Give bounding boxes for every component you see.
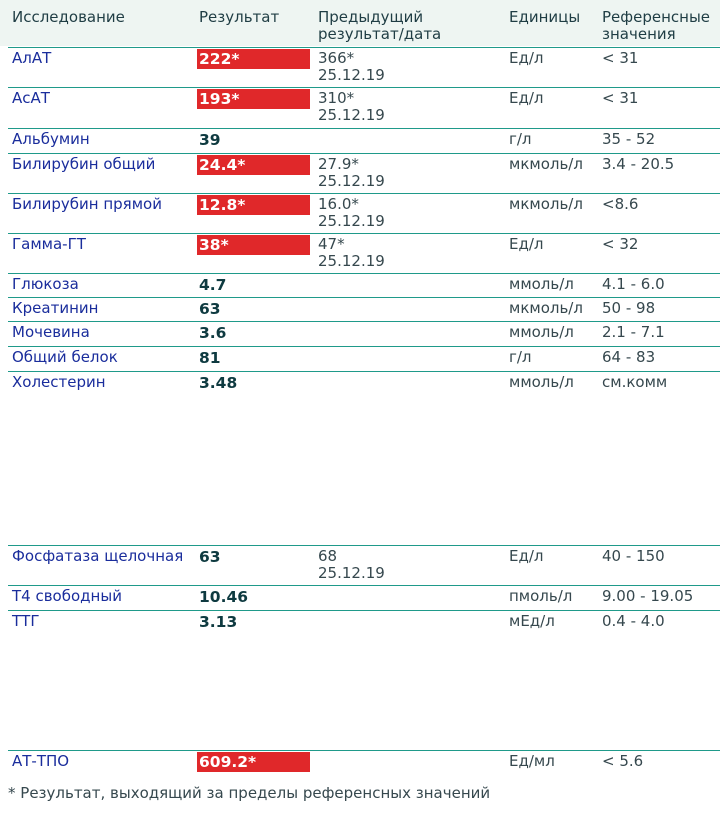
reference-range: < 31 <box>602 49 639 67</box>
reference-range: 40 - 150 <box>602 547 665 565</box>
table-row <box>8 153 720 190</box>
units: мкмоль/л <box>509 299 583 317</box>
header-units: Единицы <box>509 8 581 26</box>
result-value: 222* <box>197 49 310 69</box>
units: пмоль/л <box>509 587 573 605</box>
header-reference: Референсные значения <box>602 8 711 43</box>
reference-range: 9.00 - 19.05 <box>602 587 694 605</box>
units: Ед/л <box>509 89 544 107</box>
table-row <box>8 545 720 582</box>
table-row <box>8 346 720 367</box>
footnote: * Результат, выходящий за пределы референсных значений <box>8 784 491 802</box>
result-value: 193* <box>197 89 310 109</box>
reference-range: 35 - 52 <box>602 130 656 148</box>
test-name: Билирубин общий <box>12 155 156 173</box>
table-row <box>8 371 720 392</box>
previous-result: 47* 25.12.19 <box>318 235 385 270</box>
header-result: Результат <box>199 8 280 26</box>
table-row <box>8 297 720 318</box>
table-row <box>8 750 720 771</box>
result-value: 609.2* <box>197 752 310 772</box>
table-row <box>8 128 720 149</box>
result-value: 10.46 <box>199 588 249 606</box>
test-name: Мочевина <box>12 323 90 341</box>
table-row <box>8 193 720 230</box>
table-row <box>8 233 720 270</box>
reference-range: < 5.6 <box>602 752 644 770</box>
units: Ед/л <box>509 547 544 565</box>
result-value: 3.13 <box>199 613 238 631</box>
test-name: Глюкоза <box>12 275 79 293</box>
reference-range: см.комм <box>602 373 668 391</box>
table-row <box>8 321 720 342</box>
test-name: Креатинин <box>12 299 99 317</box>
result-value: 63 <box>199 300 221 318</box>
units: мЕд/л <box>509 612 555 630</box>
result-value: 38* <box>197 235 310 255</box>
previous-result: 27.9* 25.12.19 <box>318 155 385 190</box>
reference-range: 2.1 - 7.1 <box>602 323 665 341</box>
result-value: 3.48 <box>199 374 238 392</box>
test-name: ТТГ <box>12 612 40 630</box>
previous-result: 366* 25.12.19 <box>318 49 385 84</box>
units: Ед/л <box>509 235 544 253</box>
previous-result: 68 25.12.19 <box>318 547 385 582</box>
test-name: АлАТ <box>12 49 52 67</box>
units: ммоль/л <box>509 323 574 341</box>
reference-range: 50 - 98 <box>602 299 656 317</box>
table-row <box>8 87 720 124</box>
result-value: 3.6 <box>199 324 227 342</box>
result-value: 63 <box>199 548 221 566</box>
units: Ед/л <box>509 49 544 67</box>
reference-range: 64 - 83 <box>602 348 656 366</box>
result-value: 39 <box>199 131 221 149</box>
table-header <box>0 0 720 46</box>
units: ммоль/л <box>509 275 574 293</box>
test-name: АсАТ <box>12 89 50 107</box>
header-previous: Предыдущий результат/дата <box>318 8 442 43</box>
result-value: 81 <box>199 349 221 367</box>
test-name: Билирубин прямой <box>12 195 162 213</box>
test-name: Фосфатаза щелочная <box>12 547 184 565</box>
result-value: 12.8* <box>197 195 310 215</box>
reference-range: < 32 <box>602 235 639 253</box>
header-test: Исследование <box>12 8 125 26</box>
units: Ед/мл <box>509 752 555 770</box>
previous-result: 16.0* 25.12.19 <box>318 195 385 230</box>
test-name: Т4 свободный <box>12 587 122 605</box>
result-value: 24.4* <box>197 155 310 175</box>
table-row <box>8 610 720 631</box>
units: мкмоль/л <box>509 195 583 213</box>
units: мкмоль/л <box>509 155 583 173</box>
table-row <box>8 585 720 606</box>
test-name: Холестерин <box>12 373 106 391</box>
reference-range: <8.6 <box>602 195 639 213</box>
reference-range: 0.4 - 4.0 <box>602 612 665 630</box>
reference-range: 3.4 - 20.5 <box>602 155 675 173</box>
test-name: Общий белок <box>12 348 118 366</box>
test-name: Альбумин <box>12 130 90 148</box>
result-value: 4.7 <box>199 276 227 294</box>
reference-range: < 31 <box>602 89 639 107</box>
reference-range: 4.1 - 6.0 <box>602 275 665 293</box>
table-row <box>8 273 720 294</box>
units: ммоль/л <box>509 373 574 391</box>
units: г/л <box>509 130 532 148</box>
units: г/л <box>509 348 532 366</box>
previous-result: 310* 25.12.19 <box>318 89 385 124</box>
test-name: Гамма-ГТ <box>12 235 86 253</box>
table-row <box>8 47 720 84</box>
test-name: АТ-ТПО <box>12 752 70 770</box>
